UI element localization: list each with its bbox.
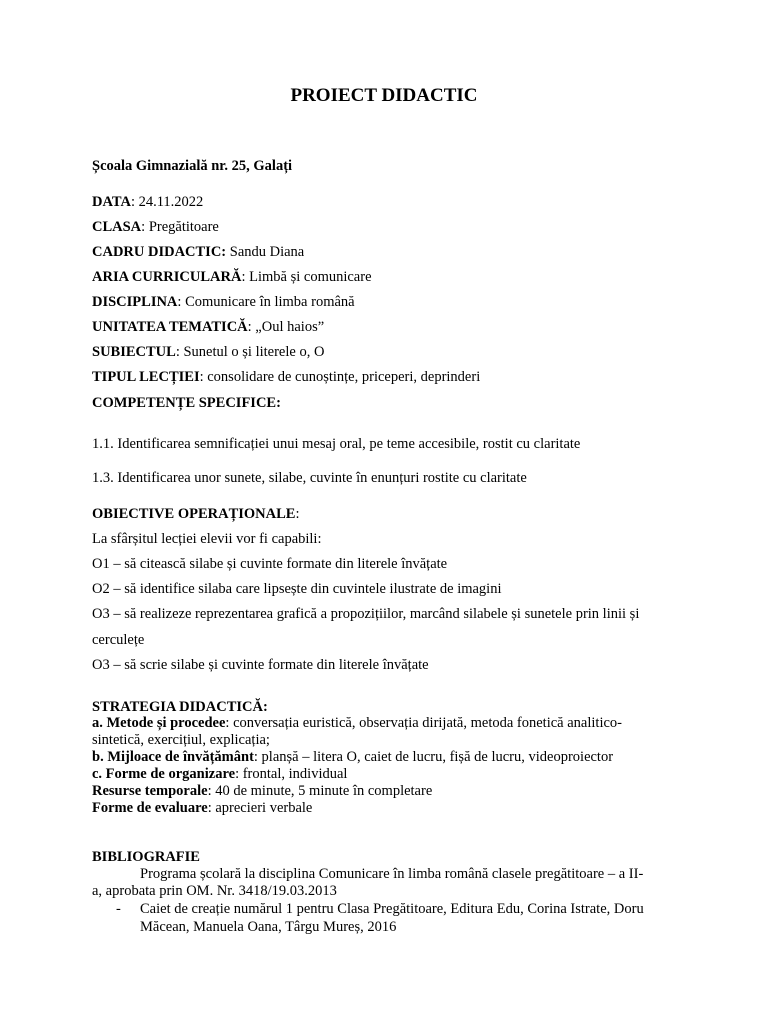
info-line-tipul-lectiei [92,368,480,386]
strategia-forme-organizare [92,765,347,783]
info-value: Sandu Diana [229,244,305,260]
info-value: „Oul haios” [255,319,325,335]
info-value: Comunicare în limba română [185,294,355,310]
info-line-data [92,193,203,211]
info-separator: : [199,369,208,385]
info-label: DATA [92,194,131,210]
info-label: SUBIECTUL [92,344,176,360]
competenta-item: 1.1. Identificarea semnificației unui mesaj oral, pe teme accesibile, rostit cu claritate [92,436,581,452]
info-label: CADRU DIDACTIC: [92,244,227,260]
info-separator: : [241,269,250,285]
info-line-disciplina [92,293,355,311]
strategia-mijloace [92,748,613,766]
strategia-metode-value: : conversația euristică, observația dirijată, metoda fonetică analitico- [225,715,622,731]
strategia-metode-label: a. Metode și procedee [92,715,226,731]
info-label: TIPUL LECȚIEI [92,369,200,385]
info-line-aria-curriculara [92,268,372,286]
info-separator: : [247,319,256,335]
info-label: DISCIPLINA [92,294,178,310]
info-label: CLASA [92,219,142,235]
bibliografie-bullet: - [116,901,121,917]
strategia-forme-evaluare [92,799,312,817]
obiectiv-o2: O2 – să identifice silaba care lipsește din cuvintele ilustrate de imagini [92,581,502,597]
info-value: 24.11.2022 [138,194,204,210]
competente-heading: COMPETENȚE SPECIFICE: [92,395,281,411]
school-name: Școala Gimnazială nr. 25, Galați [92,158,293,174]
bibliografie-item2-line2: Măcean, Manuela Oana, Târgu Mureș, 2016 [140,919,397,935]
info-line-clasa [92,218,219,236]
info-value: Limbă și comunicare [249,269,372,285]
strategia-resurse-label: Resurse temporale [92,783,208,799]
obiectiv-o3-line2: cerculețe [92,632,145,648]
info-value: consolidare de cunoștințe, priceperi, deprinderi [207,369,481,385]
strategia-resurse-temporale [92,782,432,800]
info-line-unitatea-tematica [92,318,324,336]
info-separator: : [141,219,149,235]
bibliografie-item1-line1: Programa școlară la disciplina Comunicare în limba română clasele pregătitoare – a II- [140,866,644,882]
info-label: UNITATEA TEMATICĂ [92,319,248,335]
strategia-heading: STRATEGIA DIDACTICĂ: [92,699,268,715]
info-value: Pregătitoare [148,219,219,235]
obiective-intro: La sfârșitul lecției elevii vor fi capabili: [92,531,322,547]
bibliografie-item2-line1: Caiet de creație numărul 1 pentru Clasa Pregătitoare, Editura Edu, Corina Istrate, Doru [140,901,644,917]
strategia-forme-label: c. Forme de organizare [92,766,236,782]
obiectiv-o3-line1: O3 – să realizeze reprezentarea grafică a propozițiilor, marcând silabele și sunetele prin linii și [92,606,640,622]
strategia-evaluare-value: : aprecieri verbale [207,800,313,816]
strategia-evaluare-label: Forme de evaluare [92,800,208,816]
strategia-mijloace-label: b. Mijloace de învățământ [92,749,254,765]
obiectiv-o3b: O3 – să scrie silabe și cuvinte formate din literele învățate [92,657,429,673]
document-title: PROIECT DIDACTIC [290,85,478,106]
obiective-heading-suffix: : [295,506,300,522]
info-separator: : [177,294,186,310]
bibliografie-item1-line2: a, aprobata prin OM. Nr. 3418/19.03.2013 [92,883,337,899]
info-line-cadru-didactic [92,243,304,261]
strategia-forme-value: : frontal, individual [235,766,348,782]
info-separator: : [130,194,139,210]
strategia-metode-line1 [92,714,622,732]
obiective-heading-label: OBIECTIVE OPERAȚIONALE [92,506,296,522]
strategia-resurse-value: : 40 de minute, 5 minute în completare [207,783,433,799]
strategia-metode-line2: sintetică, exercițiul, explicația; [92,732,270,748]
obiective-heading [92,505,299,523]
info-line-subiectul [92,343,324,361]
strategia-mijloace-value: : planșă – litera O, caiet de lucru, fișă de lucru, videoproiector [253,749,614,765]
competenta-item: 1.3. Identificarea unor sunete, silabe, cuvinte în enunțuri rostite cu claritate [92,470,527,486]
obiectiv-o1: O1 – să citească silabe și cuvinte formate din literele învățate [92,556,448,572]
info-label: ARIA CURRICULARĂ [92,269,242,285]
bibliografie-heading: BIBLIOGRAFIE [92,849,200,865]
info-value: Sunetul o și literele o, O [183,344,325,360]
info-separator: : [175,344,184,360]
